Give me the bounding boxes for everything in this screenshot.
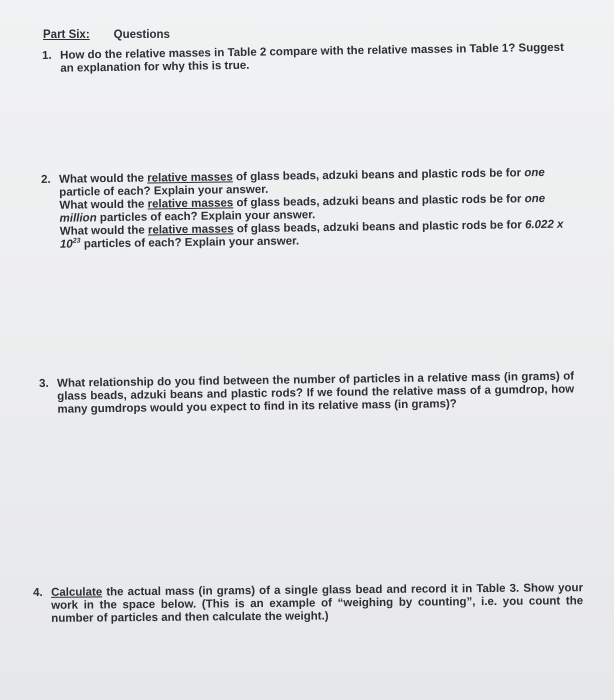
question-text: What relationship do you find between the number of particles in a relative mass (in grams) of glass beads, adzuki beans and plastic rods? If we found the relative mass of a gumdrop, how many gumdrops would you expect to find in its relative mass (in grams)? — [56, 370, 575, 416]
question-text: How do the relative masses in Table 2 compare with the relative masses in Table 1? Suggest an explanation for why this is true. — [59, 41, 564, 75]
underlined-term: relative masses — [147, 223, 234, 237]
section-title: Questions — [113, 29, 170, 41]
text-run: particles of each? Explain your answer. — [96, 209, 316, 225]
question-number: 3. — [39, 377, 49, 390]
text-run: of glass beads, adzuki beans and plastic rods be for — [233, 193, 525, 210]
text-run: of glass beads, adzuki beans and plastic rods be for — [233, 219, 526, 236]
section-header — [43, 29, 170, 41]
question-4 — [33, 582, 583, 626]
text-run: What would the — [58, 172, 148, 186]
italic-term: 6.022 x 10 — [59, 218, 564, 251]
text-run: of glass beads, adzuki beans and plastic rods be for — [232, 167, 525, 184]
text-run: the actual mass (in grams) of a single glass bead and record it in Table 3. Show your work in the space below. (This is an example of “weighing by counting”, i.e. you count the number of particles and then calculate the weight.) — [51, 582, 584, 625]
text-run: particles of each? Explain your answer. — [80, 235, 300, 251]
text-run: What would the — [59, 198, 148, 212]
exponent: 23 — [72, 237, 81, 245]
underlined-term: Calculate — [50, 586, 103, 599]
italic-term: one — [524, 166, 545, 180]
question-1 — [42, 42, 567, 76]
question-3 — [39, 371, 574, 417]
text-run: What would the — [59, 224, 149, 238]
question-text — [51, 582, 583, 626]
part-label: Part Six: — [43, 29, 90, 41]
question-number: 4. — [33, 586, 43, 599]
italic-term: one million — [59, 192, 546, 225]
underlined-term: relative masses — [147, 171, 233, 185]
underlined-term: relative masses — [147, 197, 234, 211]
question-2 — [41, 167, 570, 252]
text-run: particle of each? Explain your answer. — [59, 183, 269, 199]
question-number: 1. — [42, 49, 52, 62]
question-number: 2. — [41, 173, 51, 186]
